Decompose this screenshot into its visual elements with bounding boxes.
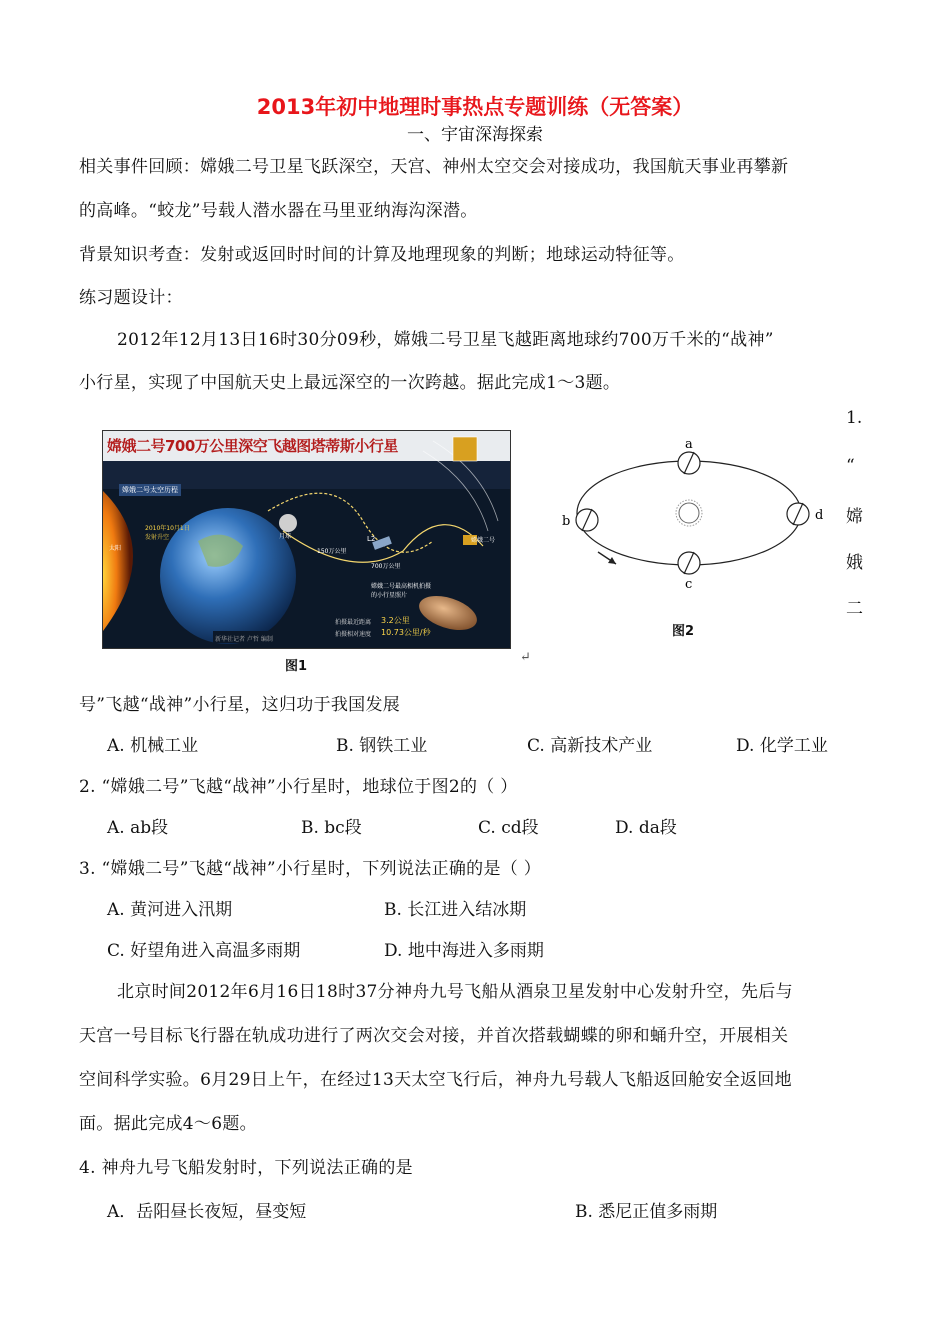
figure2-orbit-diagram (556, 430, 846, 630)
figure1-history-label: 嫦娥二号太空历程 (119, 484, 181, 496)
review-text-line2: 的高峰。“蛟龙”号载人潜水器在马里亚纳海沟深潜。 (79, 201, 478, 221)
figure1-dist-label: 拍摄最近距离 (335, 619, 372, 626)
figure1-photo-label: 嫦娥二号最高相机拍摄的小行星照片 (371, 583, 432, 599)
question-4: 4. 神舟九号飞船发射时，下列说法正确的是 (79, 1158, 413, 1178)
figure1-infographic (102, 430, 511, 649)
q1-vertical-2: “ (846, 456, 855, 476)
q1-vertical-1: 1. (846, 408, 863, 428)
figure2-caption: 图2 (672, 624, 695, 639)
figure1-dist-value: 3.2公里 (381, 616, 410, 625)
paragraph2-line2: 天宫一号目标飞行器在轨成功进行了两次交会对接，并首次搭载蝴蝶的卵和蛹升空，开展相关 (79, 1026, 789, 1046)
return-mark: ↵ (520, 650, 531, 665)
q1-vertical-3: 嫦 (846, 507, 863, 527)
q2-option-b: B. bc段 (301, 818, 362, 838)
question-3: 3. “嫦娥二号”飞越“战神”小行星时，下列说法正确的是（ ） (79, 859, 542, 879)
point-d-label: d (815, 508, 824, 523)
q1-option-b: B. 钢铁工业 (336, 736, 428, 756)
q1-continuation: 号”飞越“战神”小行星，这归功于我国发展 (79, 695, 401, 715)
page-title: 2013年初中地理时事热点专题训练（无答案） (256, 95, 694, 119)
section-heading: 一、宇宙深海探索 (407, 125, 543, 145)
point-a-label: a (685, 437, 693, 452)
figure1-moon-label: 月球 (279, 533, 292, 540)
earth-position-c (678, 552, 700, 574)
paragraph1-line1: 2012年12月13日16时30分09秒，嫦娥二号卫星飞越距离地球约700万千米的“战神” (117, 330, 774, 350)
q3-option-a: A. 黄河进入汛期 (107, 900, 233, 920)
figure1-l2-label: L2 (367, 535, 376, 543)
q1-option-d: D. 化学工业 (736, 736, 828, 756)
q2-option-a: A. ab段 (107, 818, 169, 838)
figure1-700-label: 700万公里 (371, 563, 401, 570)
review-text-line1: 相关事件回顾：嫦娥二号卫星飞跃深空，天宫、神州太空交会对接成功，我国航天事业再攀新 (79, 157, 789, 177)
figure1-sun-label: 太阳 (109, 545, 122, 552)
q1-option-a: A. 机械工业 (107, 736, 199, 756)
q2-option-c: C. cd段 (478, 818, 539, 838)
q3-option-b: B. 长江进入结冰期 (384, 900, 527, 920)
q2-option-d: D. da段 (615, 818, 677, 838)
figure1-speed-value: 10.73公里/秒 (381, 628, 431, 637)
point-c-label: c (685, 577, 693, 592)
q1-vertical-5: 二 (846, 599, 863, 619)
q3-option-c: C. 好望角进入高温多雨期 (107, 941, 301, 961)
figure1-150-label: 150万公里 (317, 548, 347, 555)
figure1-speed-label: 拍摄相对速度 (335, 631, 372, 638)
earth-position-d (787, 503, 809, 525)
earth-position-b (576, 509, 598, 531)
figure1-launch-label: 2010年10月1日 发射升空 (145, 525, 190, 541)
q1-vertical-4: 娥 (846, 553, 863, 573)
q4-option-b: B. 悉尼正值多雨期 (575, 1202, 718, 1222)
background-text: 背景知识考查：发射或返回时时间的计算及地理现象的判断；地球运动特征等。 (79, 245, 685, 265)
paragraph1-line2: 小行星，实现了中国航天史上最远深空的一次跨越。据此完成1～3题。 (79, 373, 621, 393)
figure1-probe-label: 嫦娥二号 (471, 537, 496, 544)
probe-body-top (453, 437, 477, 461)
sun-icon (676, 500, 702, 526)
paragraph2-line1: 北京时间2012年6月16日18时37分神舟九号飞船从酒泉卫星发射中心发射升空，先后与 (117, 982, 793, 1002)
figure1-credit: 新华社记者 卢哲 编制 (215, 636, 273, 643)
q3-option-d: D. 地中海进入多雨期 (384, 941, 544, 961)
q4-option-a: A．岳阳昼长夜短，昼变短 (107, 1202, 307, 1222)
paragraph2-line3: 空间科学实验。6月29日上午，在经过13天太空飞行后，神舟九号载人飞船返回舱安全返回地 (79, 1070, 792, 1090)
direction-arrow-icon (598, 552, 616, 564)
figure1-caption: 图1 (285, 659, 308, 674)
point-b-label: b (562, 514, 571, 529)
moon-shape (279, 514, 297, 532)
exercise-label: 练习题设计： (79, 288, 183, 308)
earth-position-a (678, 452, 700, 474)
question-2: 2. “嫦娥二号”飞越“战神”小行星时，地球位于图2的（ ） (79, 777, 518, 797)
figure1-banner: 嫦娥二号700万公里深空飞越图塔蒂斯小行星 (107, 437, 398, 455)
q1-option-c: C. 高新技术产业 (527, 736, 653, 756)
paragraph2-line4: 面。据此完成4～6题。 (79, 1114, 257, 1134)
